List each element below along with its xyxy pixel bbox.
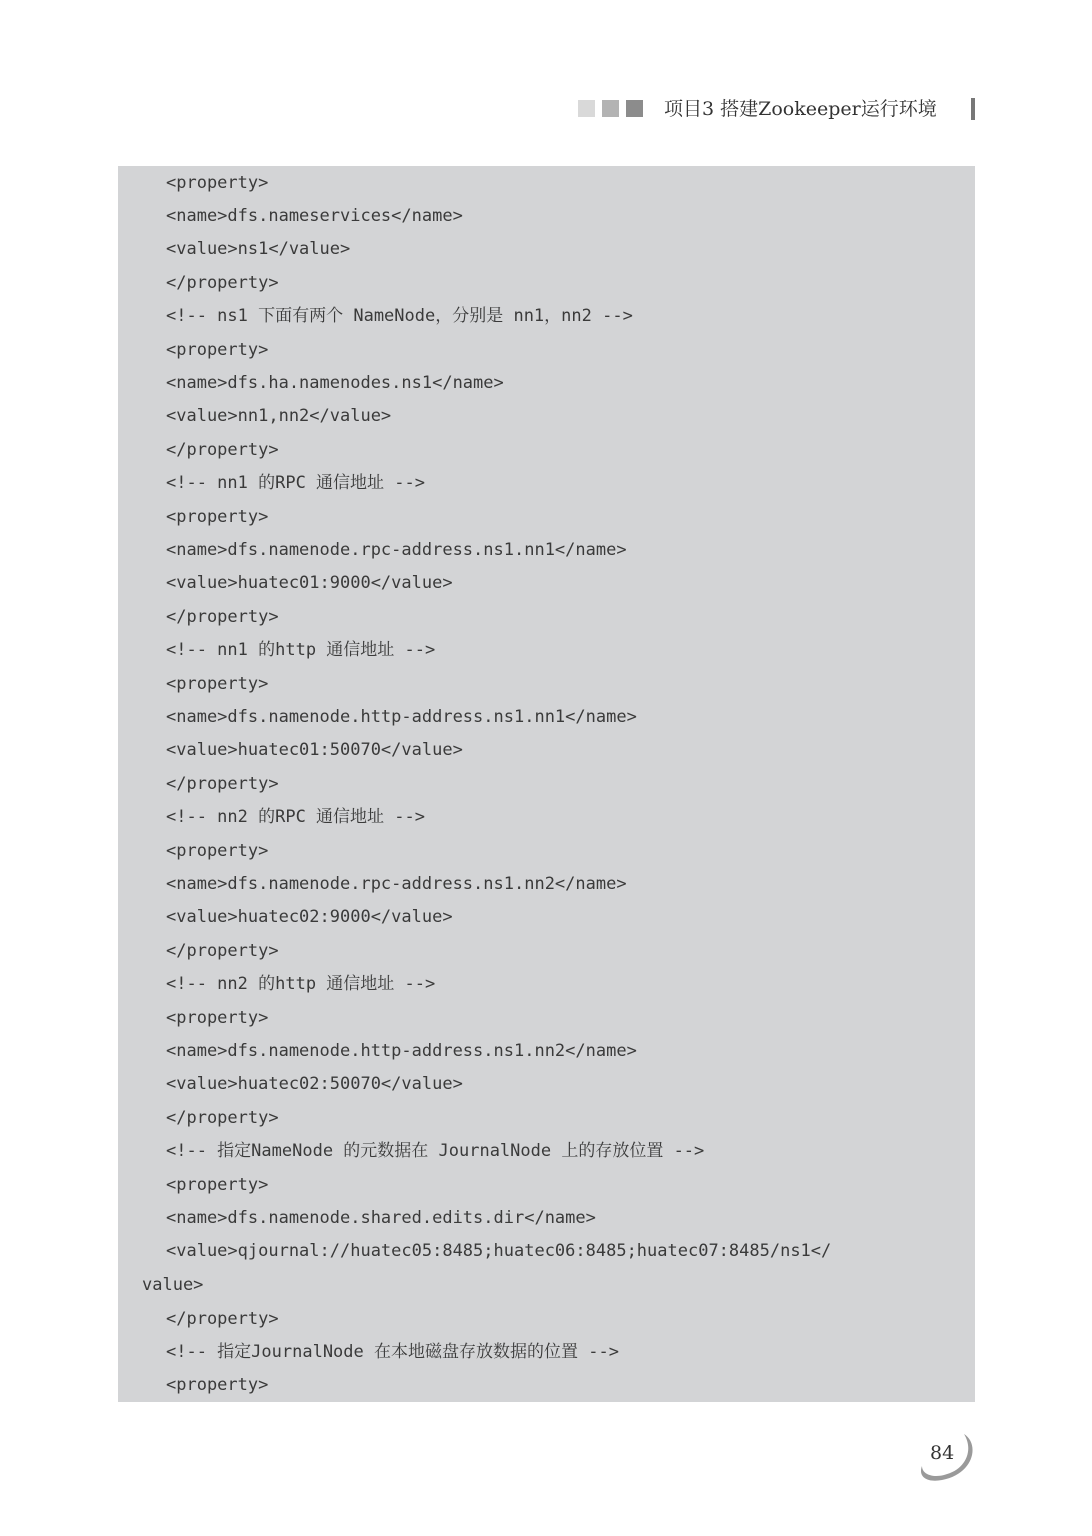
code-line: </property> xyxy=(166,774,279,794)
code-comment: <!-- nn1 的http 通信地址 --> xyxy=(166,640,436,660)
code-line: </property> xyxy=(166,440,279,460)
code-line: <name>dfs.namenode.shared.edits.dir</name> xyxy=(166,1208,596,1228)
page-number-badge xyxy=(914,1430,978,1484)
code-line: <property> xyxy=(166,1008,269,1028)
code-line: <property> xyxy=(166,507,269,527)
code-line: <property> xyxy=(166,1175,269,1195)
code-line: </property> xyxy=(166,1309,279,1329)
code-line: <name>dfs.namenode.rpc-address.ns1.nn1</name> xyxy=(166,540,627,560)
code-line: <property> xyxy=(166,674,269,694)
code-line: <property> xyxy=(166,340,269,360)
running-header xyxy=(578,96,978,128)
header-divider-bar xyxy=(971,98,975,120)
code-line: <name>dfs.namenode.http-address.ns1.nn2</name> xyxy=(166,1041,637,1061)
code-line: <name>dfs.namenode.rpc-address.ns1.nn2</name> xyxy=(166,874,627,894)
code-line: <name>dfs.ha.namenodes.ns1</name> xyxy=(166,373,504,393)
code-line: <property> xyxy=(166,841,269,861)
decorative-square-light xyxy=(578,100,595,117)
code-line-continuation: value> xyxy=(142,1275,204,1295)
code-line: </property> xyxy=(166,1108,279,1128)
code-line: <value>huatec02:50070</value> xyxy=(166,1074,463,1094)
code-line: <value>huatec01:9000</value> xyxy=(166,573,453,593)
code-line: <value>nn1,nn2</value> xyxy=(166,406,392,426)
code-line: </property> xyxy=(166,941,279,961)
code-line: <value>ns1</value> xyxy=(166,239,351,259)
code-line: <name>dfs.nameservices</name> xyxy=(166,206,463,226)
code-comment: <!-- ns1 下面有两个 NameNode，分别是 nn1，nn2 --> xyxy=(166,306,633,326)
decorative-square-medium xyxy=(602,100,619,117)
header-title: 项目3 搭建Zookeeper运行环境 xyxy=(664,98,937,120)
code-line: <value>qjournal://huatec05:8485;huatec06:8485;huatec07:8485/ns1</ xyxy=(166,1241,832,1261)
code-line: <value>huatec01:50070</value> xyxy=(166,740,463,760)
code-line: </property> xyxy=(166,273,279,293)
code-comment: <!-- nn1 的RPC 通信地址 --> xyxy=(166,473,425,493)
code-line: <property> xyxy=(166,173,269,193)
code-comment: <!-- nn2 的http 通信地址 --> xyxy=(166,974,436,994)
code-block xyxy=(118,166,975,1402)
code-line: <property> xyxy=(166,1375,269,1395)
code-comment: <!-- 指定JournalNode 在本地磁盘存放数据的位置 --> xyxy=(166,1342,619,1362)
code-comment: <!-- nn2 的RPC 通信地址 --> xyxy=(166,807,425,827)
page-number: 84 xyxy=(930,1442,955,1464)
code-comment: <!-- 指定NameNode 的元数据在 JournalNode 上的存放位置 --> xyxy=(166,1141,705,1161)
code-line: </property> xyxy=(166,607,279,627)
code-line: <value>huatec02:9000</value> xyxy=(166,907,453,927)
code-line: <name>dfs.namenode.http-address.ns1.nn1</name> xyxy=(166,707,637,727)
decorative-square-dark xyxy=(626,100,643,117)
